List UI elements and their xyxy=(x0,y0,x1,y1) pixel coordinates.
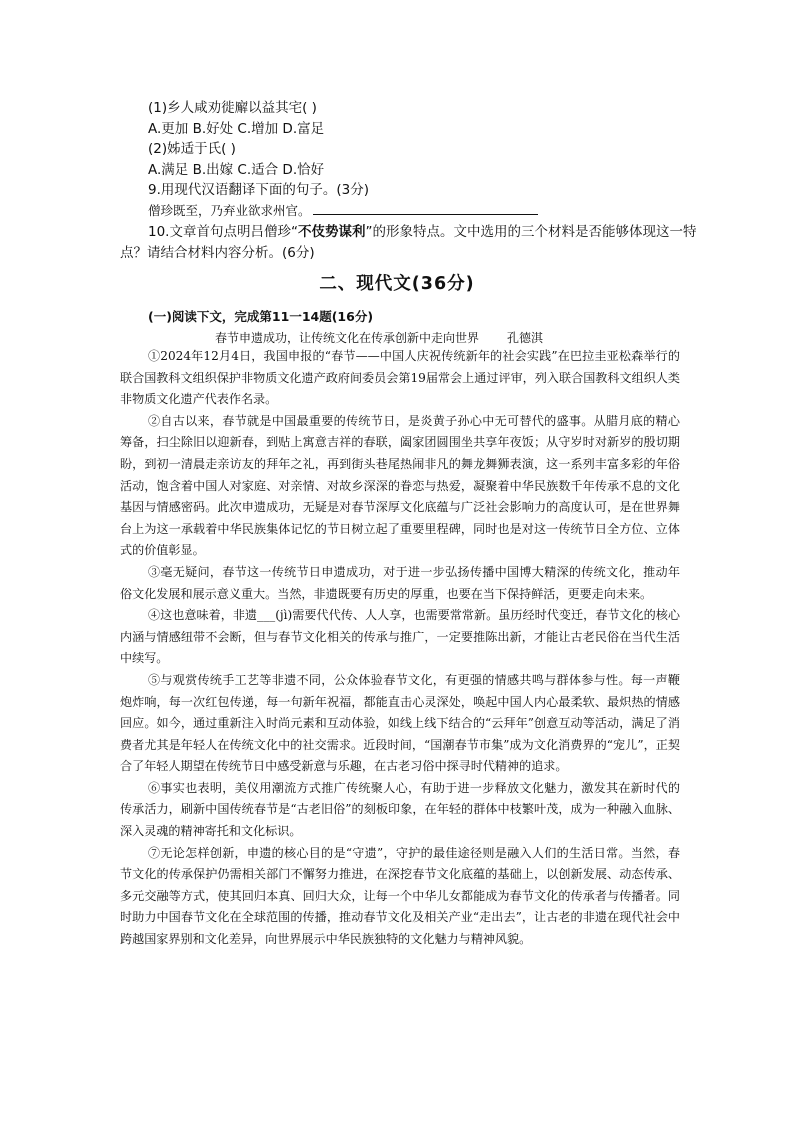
article-paragraph-3: ③毫无疑问，春节这一传统节日申遗成功，对于进一步弘扬传播中国博大精深的传统文化，推动年俗文化发展和展示意义重大。当然，非遗既要有历史的厚重，也要在当下保持鲜活，更要走向未来。 xyxy=(120,564,680,601)
question-10 xyxy=(120,222,700,263)
question-10-prefix: 10.文章首句点明吕僧珍“ xyxy=(148,224,298,240)
question-10-keyword: 不伎势谋利 xyxy=(297,224,366,240)
question-9: 9.用现代汉语翻译下面的句子。(3分) xyxy=(148,182,370,199)
article-paragraph-5: ⑤与观赏传统手工艺等非遗不同，公众体验春节文化，有更强的情感共鸣与群体参与性。每一声鞭炮炸响，每一次红包传递，每一句新年祝福，都能直击心灵深处，唤起中国人内心最柔软、最炽热的情感回应。如今，通过重新注入时尚元素和互动体验，如线上线下结合的“云拜年”创意互动等活动，满足了消费者尤其是年轻人在传统文化中的社交需求。近段时间，“国潮春节市集”成为文化消费界的“宠儿”，正契合了年轻人期望在传统节日中感受新意与乐趣，在古老习俗中探寻时代精神的追求。 xyxy=(120,672,680,774)
article-body xyxy=(120,346,680,951)
question-block-8-9 xyxy=(148,98,708,222)
article-paragraph-2: ②自古以来，春节就是中国最重要的传统节日，是炎黄子孙心中无可替代的盛事。从腊月底的精心筹备，扫尘除旧以迎新春，到贴上寓意吉祥的春联，阖家团圆围坐共享年夜饭；从守岁时对新岁的殷切期盼，到初一清晨走亲访友的拜年之礼，再到街头巷尾热闹非凡的舞龙舞狮表演，这一系列丰富多彩的年俗活动，饱含着中国人对家庭、对亲情、对故乡深深的眷恋与热爱，凝聚着中华民族数千年传承不息的文化基因与情感密码。此次申遗成功，无疑是对春节深厚文化底蕴与广泛社会影响力的高度认可，是在世界舞台上为这一承载着中华民族集体记忆的节日树立起了重要里程碑，同时也是对这一传统节日全方位、立体式的价值彰显。 xyxy=(120,413,680,558)
section-subtitle: (一)阅读下文，完成第11一14题(16分) xyxy=(148,309,374,324)
article-heading xyxy=(215,329,543,346)
section-title: 二、现代文(36分) xyxy=(319,274,475,294)
article-author: 孔德淇 xyxy=(507,331,544,345)
question-8-1: (1)乡人咸劝徙廨以益其宅( ) xyxy=(148,100,317,116)
article-paragraph-4: ④这也意味着，非遗___(jì)需要代代传、人人享，也需要常常新。虽历经时代变迁，春节文化的核心内涵与情感纽带不会断，但与春节文化相关的传承与推广，一定要推陈出新，才能让古老民俗在当代生活中续写。 xyxy=(120,608,680,666)
article-title: 春节申遗成功，让传统文化在传承创新中走向世界 xyxy=(215,331,480,345)
question-8-2: (2)姊适于氏( ) xyxy=(148,141,236,158)
question-9-sentence-row xyxy=(148,201,708,222)
question-10-suffix: ”的形象特点。文中选用的三个材料是否能够体现这一特点？请结合材料内容分析。(6分) xyxy=(120,224,697,261)
question-8-1-options: A.更加 B.好处 C.增加 D.富足 xyxy=(148,120,325,137)
question-9-sentence: 僧珍既至，乃弃业欲求州官。 xyxy=(148,202,311,218)
article-paragraph-7: ⑦无论怎样创新，申遗的核心目的是“守遗”，守护的最佳途径则是融入人们的生活日常。当然，春节文化的传承保护仍需相关部门不懈努力推进，在深挖春节文化底蕴的基础上，以创新发展、动态传承、多元交融等方式，使其回归本真、回归大众，让每一个中华儿女都能成为春节文化的传承者与传播者。同时助力中国春节文化在全球范围的传播，推动春节文化及相关产业“走出去”，让古老的非遗在现代社会中跨越国家界别和文化差异，向世界展示中华民族独特的文化魅力与精神风貌。 xyxy=(120,845,680,947)
article-paragraph-1: ①2024年12月4日，我国申报的“春节——中国人庆祝传统新年的社会实践”在巴拉圭亚松森举行的联合国教科文组织保护非物质文化遗产政府间委员会第19届常会上通过评审，列入联合国教科文组织人类非物质文化遗产代表作名录。 xyxy=(120,349,680,407)
answer-blank-line[interactable] xyxy=(313,202,538,215)
question-8-2-options: A.满足 B.出嫁 C.适合 D.恰好 xyxy=(148,161,325,178)
article-paragraph-6: ⑥事实也表明，美仪用潮流方式推广传统聚人心，有助于进一步释放文化魅力，激发其在新时代的传承活力，刷新中国传统春节是“古老旧俗”的刻板印象，在年轻的群体中枝繁叶茂，成为一种融入血脉、深入灵魂的精神寄托和文化标识。 xyxy=(120,780,680,839)
